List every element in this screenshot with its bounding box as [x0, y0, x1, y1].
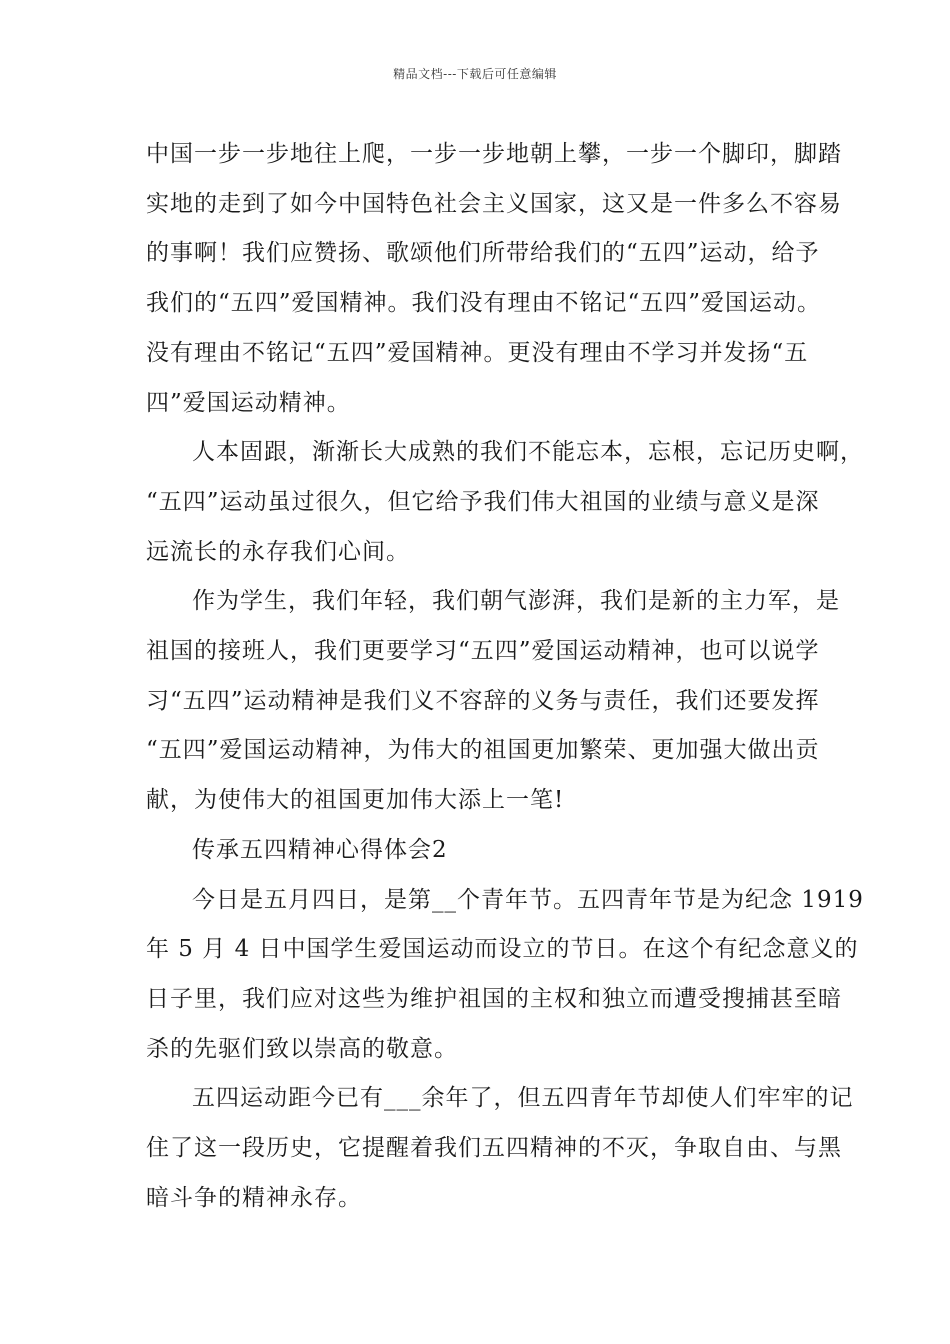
text-line: “五四”爱国运动精神，为伟大的祖国更加繁荣、更加强大做出贡: [146, 737, 820, 764]
document-body: [146, 130, 864, 1223]
section-title: 传承五四精神心得体会2: [192, 836, 448, 863]
text-line: 献，为使伟大的祖国更加伟大添上一笔!: [146, 787, 565, 814]
text-line: 杀的先驱们致以崇高的敬意。: [146, 1035, 458, 1062]
text-line: 四”爱国运动精神。: [146, 389, 351, 416]
paragraph-5: [146, 1074, 854, 1223]
text-line: 今日是五月四日，是第__个青年节。五四青年节是为纪念 1919: [192, 886, 864, 913]
text-line: 没有理由不铭记“五四”爱国精神。更没有理由不学习并发扬“五: [146, 339, 809, 366]
text-line: 年 5 月 4 日中国学生爱国运动而设立的节日。在这个有纪念意义的: [146, 936, 859, 963]
text-line: 我们的“五四”爱国精神。我们没有理由不铭记“五四”爱国运动。: [146, 290, 822, 317]
text-line: 日子里，我们应对这些为维护祖国的主权和独立而遭受搜捕甚至暗: [146, 985, 842, 1012]
text-line: “五四”运动虽过很久，但它给予我们伟大祖国的业绩与意义是深: [146, 488, 820, 515]
page-header: 精品文档---下载后可任意编辑: [393, 67, 557, 81]
text-line: 暗斗争的精神永存。: [146, 1184, 362, 1211]
text-line: 作为学生，我们年轻，我们朝气澎湃，我们是新的主力军，是: [192, 588, 840, 615]
paragraph-1: [146, 130, 842, 428]
text-line: 住了这一段历史，它提醒着我们五四精神的不灭，争取自由、与黑: [146, 1135, 842, 1162]
text-line: 的事啊！我们应赞扬、歌颂他们所带给我们的“五四”运动，给予: [146, 240, 820, 267]
paragraph-3: [146, 577, 840, 826]
section-heading: [146, 826, 818, 876]
text-line: 实地的走到了如今中国特色社会主义国家，这又是一件多么不容易: [146, 190, 842, 217]
paragraph-2: [146, 428, 864, 577]
text-line: 人本固跟，渐渐长大成熟的我们不能忘本，忘根，忘记历史啊，: [192, 439, 864, 466]
text-line: 习“五四”运动精神是我们义不容辞的义务与责任，我们还要发挥: [146, 687, 820, 714]
text-line: 五四运动距今已有___余年了，但五四青年节却使人们牢牢的记: [192, 1085, 854, 1112]
text-line: 祖国的接班人，我们更要学习“五四”爱国运动精神，也可以说学: [146, 638, 820, 665]
text-line: 远流长的永存我们心间。: [146, 538, 410, 565]
text-line: 中国一步一步地往上爬，一步一步地朝上攀，一步一个脚印，脚踏: [146, 141, 842, 167]
paragraph-4: [146, 876, 864, 1075]
